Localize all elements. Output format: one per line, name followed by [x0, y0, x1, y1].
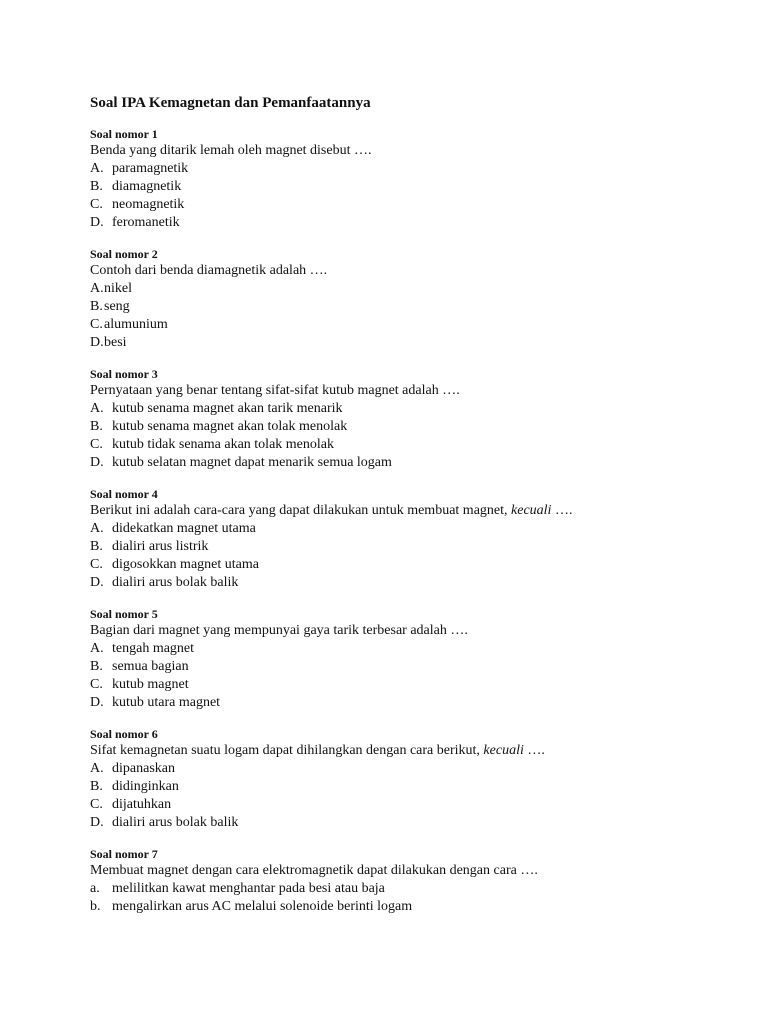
option-d — [90, 814, 730, 832]
option-b — [90, 898, 730, 916]
question-6 — [90, 726, 730, 832]
option-b — [90, 418, 730, 436]
question-text-main: Sifat kemagnetan suatu logam dapat dihilangkan dengan cara berikut, — [90, 743, 480, 758]
option-letter: D. — [90, 335, 104, 350]
question-label: Soal nomor 2 — [90, 247, 158, 261]
option-list — [90, 520, 730, 592]
option-a — [90, 760, 730, 778]
question-text — [90, 742, 730, 760]
option-letter: B. — [90, 419, 103, 434]
option-b — [90, 778, 730, 796]
question-text: Contoh dari benda diamagnetik adalah …. — [90, 263, 328, 278]
option-text: kutub magnet — [112, 677, 189, 692]
question-label: Soal nomor 4 — [90, 487, 158, 501]
option-b — [90, 178, 730, 196]
question-text-emphasis: kecuali — [511, 503, 552, 518]
question-3 — [90, 366, 730, 472]
option-c — [90, 676, 730, 694]
option-text: kutub tidak senama akan tolak menolak — [112, 437, 334, 452]
question-text — [90, 502, 730, 520]
option-b — [90, 298, 730, 316]
option-letter: A. — [90, 521, 104, 536]
question-text: Bagian dari magnet yang mempunyai gaya tarik terbesar adalah …. — [90, 623, 468, 638]
option-list — [90, 760, 730, 832]
option-b — [90, 538, 730, 556]
option-a — [90, 280, 730, 298]
option-text: diamagnetik — [112, 179, 182, 194]
option-letter: D. — [90, 215, 104, 230]
option-c — [90, 796, 730, 814]
question-4 — [90, 486, 730, 592]
option-letter: B. — [90, 299, 103, 314]
option-text: didinginkan — [112, 779, 179, 794]
option-a — [90, 880, 730, 898]
option-text: kutub utara magnet — [112, 695, 221, 710]
option-text: semua bagian — [112, 659, 189, 674]
question-text: Membuat magnet dengan cara elektromagnetik dapat dilakukan dengan cara …. — [90, 863, 538, 878]
question-label: Soal nomor 7 — [90, 847, 158, 861]
option-c — [90, 196, 730, 214]
option-letter: b. — [90, 899, 101, 914]
option-b — [90, 658, 730, 676]
option-letter: C. — [90, 797, 103, 812]
question-text-main: Berikut ini adalah cara-cara yang dapat dilakukan untuk membuat magnet, — [90, 503, 508, 518]
option-text: kutub senama magnet akan tarik menarik — [112, 401, 343, 416]
option-c — [90, 316, 730, 334]
option-letter: a. — [90, 881, 100, 896]
option-list — [90, 160, 730, 232]
question-label: Soal nomor 3 — [90, 367, 158, 381]
option-letter: B. — [90, 539, 103, 554]
question-text-suffix: …. — [523, 743, 545, 758]
option-d — [90, 694, 730, 712]
question-7 — [90, 846, 730, 916]
option-text: dialiri arus bolak balik — [112, 815, 239, 830]
question-text: Benda yang ditarik lemah oleh magnet disebut …. — [90, 143, 372, 158]
option-d — [90, 334, 730, 352]
option-letter: C. — [90, 557, 103, 572]
option-text: kutub senama magnet akan tolak menolak — [112, 419, 348, 434]
question-1 — [90, 126, 730, 232]
option-a — [90, 400, 730, 418]
option-text: dialiri arus listrik — [112, 539, 209, 554]
option-text: feromanetik — [112, 215, 180, 230]
option-list — [90, 640, 730, 712]
option-text: melilitkan kawat menghantar pada besi atau baja — [112, 881, 385, 896]
option-letter: B. — [90, 779, 103, 794]
option-letter: C. — [90, 197, 103, 212]
option-a — [90, 160, 730, 178]
option-text: seng — [104, 299, 130, 314]
question-2 — [90, 246, 730, 352]
option-letter: A. — [90, 401, 104, 416]
option-text: dipanaskan — [112, 761, 175, 776]
option-text: mengalirkan arus AC melalui solenoide berinti logam — [112, 899, 413, 914]
option-letter: C. — [90, 317, 103, 332]
option-list — [90, 280, 730, 352]
option-text: kutub selatan magnet dapat menarik semua logam — [112, 455, 392, 470]
question-label: Soal nomor 1 — [90, 127, 158, 141]
option-text: digosokkan magnet utama — [112, 557, 259, 572]
option-c — [90, 436, 730, 454]
option-letter: A. — [90, 281, 104, 296]
question-text: Pernyataan yang benar tentang sifat-sifat kutub magnet adalah …. — [90, 383, 460, 398]
option-a — [90, 640, 730, 658]
option-d — [90, 454, 730, 472]
option-letter: C. — [90, 677, 103, 692]
option-a — [90, 520, 730, 538]
option-text: dijatuhkan — [112, 797, 172, 812]
option-text: neomagnetik — [112, 197, 185, 212]
option-text: paramagnetik — [112, 161, 189, 176]
option-text: nikel — [104, 281, 132, 296]
option-text: alumunium — [104, 317, 168, 332]
document-title: Soal IPA Kemagnetan dan Pemanfaatannya — [90, 95, 371, 111]
option-d — [90, 574, 730, 592]
option-letter: B. — [90, 179, 103, 194]
option-text: didekatkan magnet utama — [112, 521, 256, 536]
option-letter: D. — [90, 455, 104, 470]
question-text-suffix: …. — [551, 503, 573, 518]
question-5 — [90, 606, 730, 712]
option-letter: A. — [90, 761, 104, 776]
question-label: Soal nomor 6 — [90, 727, 158, 741]
option-letter: A. — [90, 641, 104, 656]
document-page — [90, 94, 730, 930]
question-label: Soal nomor 5 — [90, 607, 158, 621]
option-text: tengah magnet — [112, 641, 195, 656]
option-letter: D. — [90, 575, 104, 590]
option-letter: D. — [90, 695, 104, 710]
option-letter: B. — [90, 659, 103, 674]
option-c — [90, 556, 730, 574]
option-list — [90, 400, 730, 472]
option-list — [90, 880, 730, 916]
option-text: dialiri arus bolak balik — [112, 575, 239, 590]
option-letter: A. — [90, 161, 104, 176]
question-text-emphasis: kecuali — [483, 743, 524, 758]
option-text: besi — [104, 335, 127, 350]
option-letter: D. — [90, 815, 104, 830]
option-letter: C. — [90, 437, 103, 452]
option-d — [90, 214, 730, 232]
